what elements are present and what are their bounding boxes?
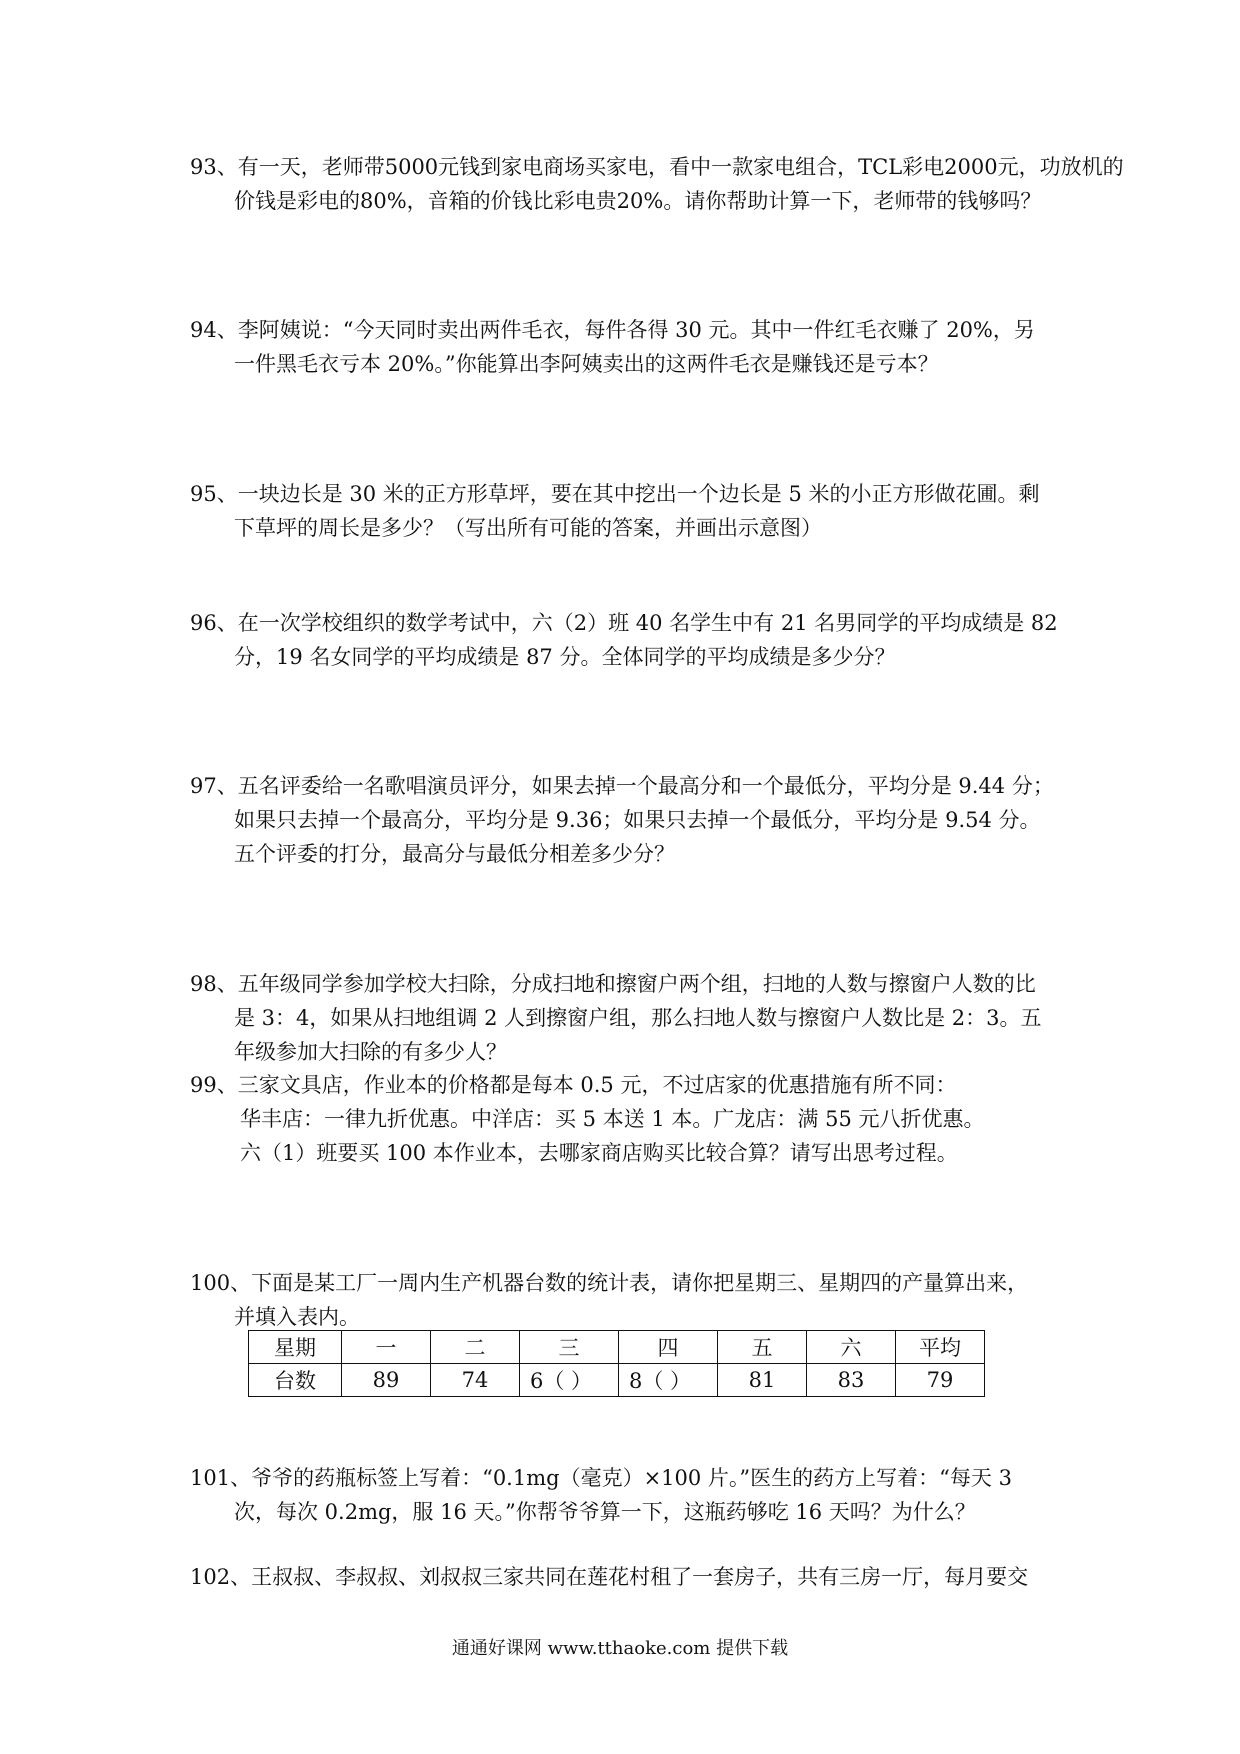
- question-line: 年级参加大扫除的有多少人？: [234, 1040, 507, 1064]
- table-cell-fill-in: 8（ ）: [619, 1364, 718, 1397]
- table-cell: 台数: [249, 1364, 342, 1397]
- question-line: 94、李阿姨说：“今天同时卖出两件毛衣，每件各得 30 元。其中一件红毛衣赚了 20%，另: [190, 318, 1035, 342]
- question-101: [190, 1461, 1070, 1529]
- question-line: 97、五名评委给一名歌唱演员评分，如果去掉一个最高分和一个最低分，平均分是 9.44 分；: [190, 774, 1054, 798]
- question-line: 并填入表内。: [234, 1305, 360, 1329]
- table-row: [249, 1364, 985, 1397]
- question-93: [190, 150, 1124, 218]
- table-cell: 83: [807, 1364, 896, 1397]
- table-header-row: [249, 1331, 985, 1364]
- question-95: [190, 477, 1070, 545]
- question-98: [190, 967, 1070, 1069]
- question-line: 如果只去掉一个最高分，平均分是 9.36；如果只去掉一个最低分，平均分是 9.54 分。: [234, 808, 1041, 832]
- question-line: 95、一块边长是 30 米的正方形草坪，要在其中挖出一个边长是 5 米的小正方形做花圃。剩: [190, 482, 1040, 506]
- question-line: 100、下面是某工厂一周内生产机器台数的统计表，请你把星期三、星期四的产量算出来，: [190, 1271, 1029, 1295]
- table-cell: 平均: [896, 1331, 985, 1364]
- table-cell: 五: [718, 1331, 807, 1364]
- page-footer: 通通好课网 www.tthaoke.com 提供下载: [451, 1638, 789, 1659]
- question-line: 华丰店：一律九折优惠。中洋店：买 5 本送 1 本。广龙店：满 55 元八折优惠。: [240, 1107, 985, 1131]
- question-line: 101、爷爷的药瓶标签上写着：“0.1mg（毫克）×100 片。”医生的药方上写着：“每天 3: [190, 1466, 1012, 1490]
- question-line: 96、在一次学校组织的数学考试中，六（2）班 40 名学生中有 21 名男同学的平均成绩是 82: [190, 611, 1058, 635]
- question-line: 93、有一天，老师带5000元钱到家电商场买家电，看中一款家电组合，TCL彩电2000元，功放机的: [190, 155, 1124, 179]
- question-99: [190, 1068, 1070, 1170]
- question-line: 下草坪的周长是多少？（写出所有可能的答案，并画出示意图）: [234, 516, 822, 540]
- question-line: 五个评委的打分，最高分与最低分相差多少分？: [234, 842, 675, 866]
- production-table: [248, 1330, 985, 1397]
- question-100: [190, 1266, 1070, 1334]
- question-line: 一件黑毛衣亏本 20%。”你能算出李阿姨卖出的这两件毛衣是赚钱还是亏本？: [234, 352, 939, 376]
- question-line: 次，每次 0.2mg，服 16 天。”你帮爷爷算一下，这瓶药够吃 16 天吗？为什么？: [234, 1500, 976, 1524]
- question-97: [190, 769, 1070, 871]
- table-cell: 星期: [249, 1331, 342, 1364]
- question-102: [190, 1560, 1070, 1594]
- table-cell: 二: [431, 1331, 520, 1364]
- table-cell: 三: [520, 1331, 619, 1364]
- table-cell: 六: [807, 1331, 896, 1364]
- question-line: 价钱是彩电的80%，音箱的价钱比彩电贵20%。请你帮助计算一下，老师带的钱够吗？: [234, 189, 1042, 213]
- table-cell-fill-in: 6（ ）: [520, 1364, 619, 1397]
- table-cell: 81: [718, 1364, 807, 1397]
- question-line: 98、五年级同学参加学校大扫除，分成扫地和擦窗户两个组，扫地的人数与擦窗户人数的比: [190, 972, 1036, 996]
- table-cell: 四: [619, 1331, 718, 1364]
- table-cell: 79: [896, 1364, 985, 1397]
- question-96: [190, 606, 1070, 674]
- question-line: 是 3：4，如果从扫地组调 2 人到擦窗户组，那么扫地人数与擦窗户人数比是 2：3。五: [234, 1006, 1042, 1030]
- table-cell: 89: [342, 1364, 431, 1397]
- table-cell: 一: [342, 1331, 431, 1364]
- question-line: 分，19 名女同学的平均成绩是 87 分。全体同学的平均成绩是多少分？: [234, 645, 896, 669]
- question-line: 99、三家文具店，作业本的价格都是每本 0.5 元，不过店家的优惠措施有所不同：: [190, 1073, 957, 1097]
- question-line: 六（1）班要买 100 本作业本，去哪家商店购买比较合算？请写出思考过程。: [240, 1141, 958, 1165]
- question-line: 102、王叔叔、李叔叔、刘叔叔三家共同在莲花村租了一套房子，共有三房一厅，每月要交: [190, 1565, 1029, 1589]
- question-94: [190, 313, 1070, 381]
- table-cell: 74: [431, 1364, 520, 1397]
